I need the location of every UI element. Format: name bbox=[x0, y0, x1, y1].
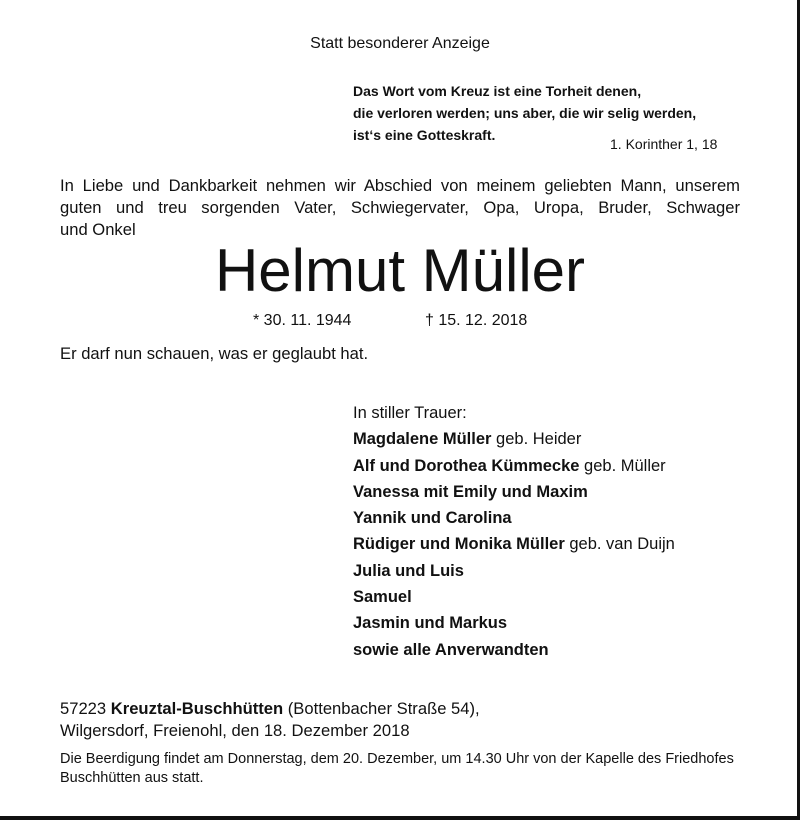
mourner-name: Rüdiger und Monika Müller bbox=[353, 535, 565, 554]
funeral-info: Die Beerdigung findet am Donnerstag, dem 20. Dezember, um 14.30 Uhr von der Kapelle des Friedhofes Buschhütten aus statt. bbox=[60, 751, 734, 786]
verse-line: die verloren werden; uns aber, die wir selig werden, bbox=[353, 105, 697, 121]
mourner-name: Alf und Dorothea Kümmecke bbox=[353, 456, 580, 475]
deceased-name: Helmut Müller bbox=[214, 237, 586, 304]
mourner-name: Jasmin und Markus bbox=[353, 614, 508, 633]
address-line bbox=[60, 698, 480, 720]
address-date-line: Wilgersdorf, Freienohl, den 18. Dezember 2018 bbox=[60, 721, 410, 740]
intro-line: guten und treu sorgenden Vater, Schwiegervater, Opa, Uropa, Bruder, Schwager bbox=[60, 198, 740, 217]
address-town: Kreuztal-Buschhütten bbox=[110, 699, 284, 718]
mourner-name: Julia und Luis bbox=[353, 561, 464, 580]
mourner-name: Yannik und Carolina bbox=[353, 509, 512, 528]
mourner-note: geb. Heider bbox=[491, 430, 582, 449]
mourner-entry bbox=[353, 453, 675, 479]
mourner-entry bbox=[353, 558, 675, 584]
address-block bbox=[60, 698, 480, 742]
mourner-note: geb. Müller bbox=[579, 456, 666, 475]
mourner-entry bbox=[353, 584, 675, 610]
mourner-entry bbox=[353, 531, 675, 557]
address-zip: 57223 bbox=[60, 699, 111, 718]
death-date: † 15. 12. 2018 bbox=[425, 312, 528, 329]
mourner-note: geb. van Duijn bbox=[564, 535, 675, 554]
mourner-entry bbox=[353, 426, 675, 452]
verse-reference: 1. Korinther 1, 18 bbox=[610, 136, 718, 152]
intro-line: und Onkel bbox=[60, 220, 136, 239]
intro-line: In Liebe und Dankbarkeit nehmen wir Abschied von meinem geliebten Mann, unserem bbox=[60, 176, 740, 195]
notice-header: Statt besonderer Anzeige bbox=[310, 35, 490, 52]
verse-line: ist‘s eine Gotteskraft. bbox=[353, 127, 496, 143]
address-street: (Bottenbacher Straße 54), bbox=[283, 699, 480, 718]
verse-line: Das Wort vom Kreuz ist eine Torheit denen, bbox=[353, 83, 642, 99]
mourner-entry bbox=[353, 610, 675, 636]
mourner-entry bbox=[353, 479, 675, 505]
mourners-list bbox=[353, 400, 675, 663]
birth-date: * 30. 11. 1944 bbox=[253, 312, 352, 329]
memorial-quote: Er darf nun schauen, was er geglaubt hat. bbox=[60, 344, 369, 363]
mourner-name: sowie alle Anverwandten bbox=[353, 640, 549, 659]
mourner-name: Magdalene Müller bbox=[353, 430, 492, 449]
mourner-name: Vanessa mit Emily und Maxim bbox=[353, 482, 588, 501]
mourner-entry bbox=[353, 637, 675, 663]
mourner-name: Samuel bbox=[353, 588, 412, 607]
intro-text bbox=[60, 175, 740, 241]
mourners-heading: In stiller Trauer: bbox=[353, 404, 467, 422]
mourner-entry bbox=[353, 505, 675, 531]
